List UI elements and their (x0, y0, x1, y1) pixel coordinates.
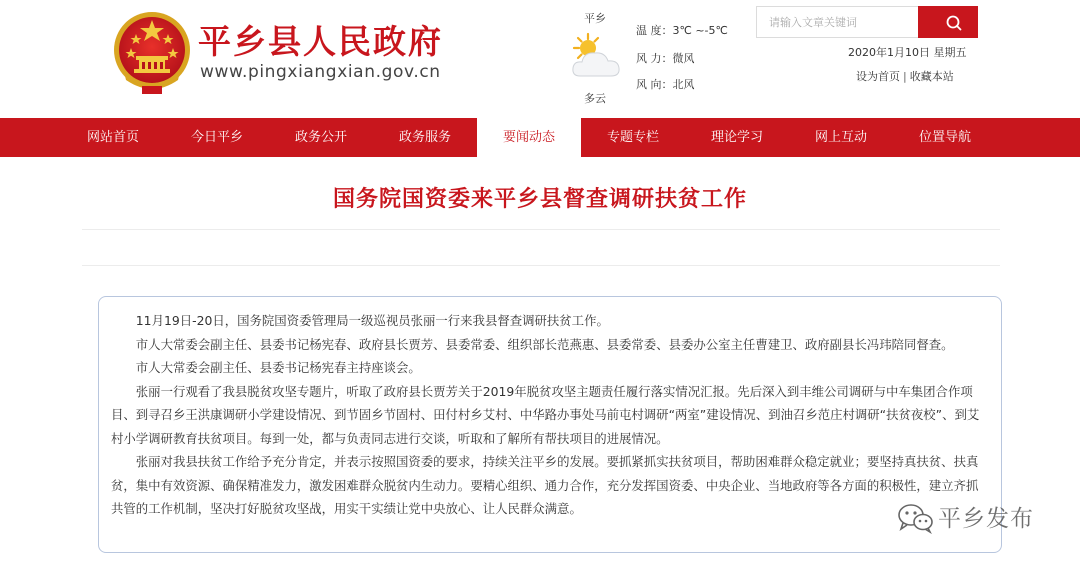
bookmark-link[interactable]: 收藏本站 (909, 70, 954, 83)
partly-cloudy-icon (566, 30, 626, 86)
set-homepage-link[interactable]: 设为首页 (856, 70, 900, 83)
national-emblem-icon (112, 10, 192, 96)
article-body (98, 296, 1002, 553)
weather-condition: 多云 (584, 92, 606, 105)
search-button[interactable] (918, 6, 978, 38)
nav-item-location[interactable]: 位置导航 (918, 130, 971, 145)
nav-item-home[interactable]: 网站首页 (86, 130, 139, 145)
watermark-text: 平乡发布 (938, 506, 1034, 532)
weather-city: 平乡 (584, 12, 606, 25)
nav-item-today[interactable]: 今日平乡 (190, 130, 243, 145)
site-header (0, 0, 1080, 118)
nav-item-topics[interactable]: 专题专栏 (606, 130, 659, 145)
article-paragraph: 市人大常委会副主任、县委书记杨宪春主持座谈会。 (135, 360, 421, 375)
header-links (856, 68, 954, 84)
wechat-icon (896, 502, 936, 534)
nav-item-services[interactable]: 政务服务 (398, 130, 451, 145)
search-bar (756, 6, 978, 38)
article-paragraph: 市人大常委会副主任、县委书记杨宪春、政府县长贾芳、县委常委、组织部长范燕惠、县委常委、县委办公室主任曹建卫、政府副县长冯玮陪同督查。 (135, 336, 954, 352)
nav-item-theory[interactable]: 理论学习 (710, 130, 763, 145)
site-url: www.pingxiangxian.gov.cn (200, 62, 441, 82)
nav-item-interaction[interactable]: 网上互动 (814, 130, 867, 145)
weather-widget (560, 8, 740, 108)
search-icon (924, 7, 984, 39)
site-name: 平乡县人民政府 (198, 22, 443, 61)
main-nav (0, 118, 1080, 157)
weather-wind-force: 风 力：微风 (636, 52, 695, 65)
search-input[interactable] (756, 6, 919, 38)
weather-temperature: 温 度：3℃ ~-5℃ (636, 24, 728, 37)
article-title: 国务院国资委来平乡县督查调研扶贫工作 (332, 187, 747, 212)
current-date: 2020年1月10日 星期五 (848, 46, 967, 59)
title-divider (82, 229, 1000, 230)
meta-divider (82, 265, 1000, 266)
article-paragraph: 张丽对我县扶贫工作给予充分肯定，并表示按照国资委的要求，持续关注平乡的发展。要抓紧抓实扶贫项目，帮助困难群众稳定就业；要坚持真扶贫、扶真贫，集中有效资源、确保精准发力，激发困难群众脱贫内生动力。要精心组织、通力合作，充分发挥国资委、中央企业、当地政府等各方面的积极性，建立齐抓共管的工作机制，坚决打好脱贫攻坚战，用实干实绩让党中央放心、让人民群众满意。 (111, 454, 979, 516)
link-separator: | (903, 70, 907, 83)
nav-item-news[interactable]: 要闻动态 (477, 118, 581, 157)
weather-wind-direction: 风 向：北风 (636, 78, 695, 91)
article-paragraph: 张丽一行观看了我县脱贫攻坚专题片，听取了政府县长贾芳关于2019年脱贫攻坚主题责任履行落实情况汇报。先后深入到丰维公司调研与中车集团合作项目、到寻召乡王洪康调研小学建设情况、到节固乡节固村、田付村乡艾村、中华路办事处马前屯村调研“两室”建设情况、到油召乡范庄村调研“扶贫夜校”、到艾村小学调研教育扶贫项目。每到一处，都与负责同志进行交谈，听取和了解所有帮扶项目的进展情况。 (111, 383, 980, 446)
nav-item-gov-affairs[interactable]: 政务公开 (294, 130, 347, 145)
article-paragraph: 11月19日-20日，国务院国资委管理局一级巡视员张丽一行来我县督查调研扶贫工作。 (135, 313, 609, 328)
